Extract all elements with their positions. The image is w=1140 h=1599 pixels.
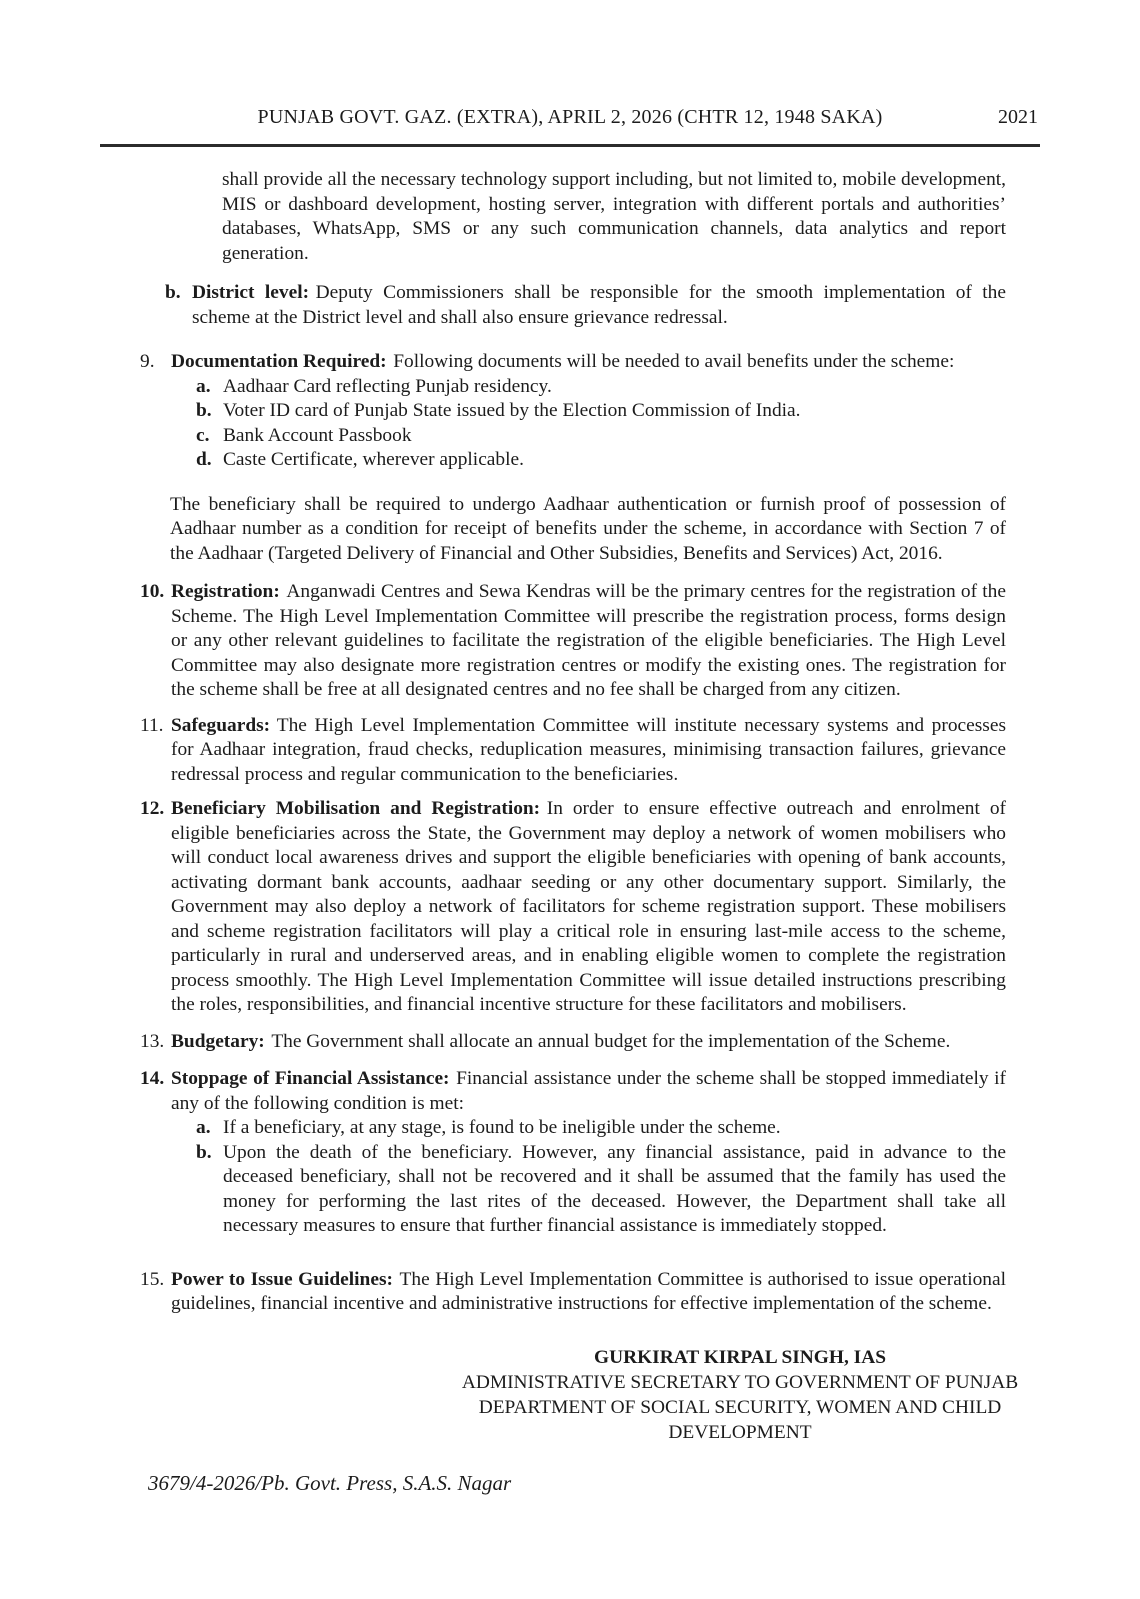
list-item-9-documentation xyxy=(140,350,1006,473)
sub-item-text: District level: Deputy Commissioners shall be responsible for the smooth implementation of the scheme at the District level and shall also ensure grievance redressal. xyxy=(192,282,1006,328)
aadhaar-authentication-paragraph: The beneficiary shall be required to undergo Aadhaar authentication or furnish proof of possession of Aadhaar number as a condition for receipt of benefits under the scheme, in accordance with Section 7 of the Aadhaar (Targeted Delivery of Financial and Other Subsidies, Benefits and Services) Act, 2016. xyxy=(170,493,1006,564)
item-number: 15. xyxy=(140,1268,165,1290)
item-content xyxy=(171,350,1006,473)
item-title: Beneficiary Mobilisation and Registration: xyxy=(171,798,541,819)
item-title: Budgetary: xyxy=(171,1030,265,1052)
running-title: PUNJAB GOVT. GAZ. (EXTRA), APRIL 2, 2026 (CHTR 12, 1948 SAKA) xyxy=(257,106,883,128)
page-header xyxy=(100,106,1040,129)
item-content: Power to Issue Guidelines: The High Level Implementation Committee is authorised to issue operational guidelines, financial incentive and administrative instructions for effective implementation of the scheme. xyxy=(171,1268,1006,1314)
doc-list-item: a. Aadhaar Card reflecting Punjab residency. xyxy=(196,375,552,397)
list-item-15-power-to-issue-guidelines xyxy=(140,1268,1006,1317)
header-rule xyxy=(100,144,1040,147)
item-content: Safeguards: The High Level Implementation Committee will institute necessary systems and processes for Aadhaar integration, fraud checks, reduplication measures, minimising transaction failures, grievance redressal process and regular communication to the beneficiaries. xyxy=(171,714,1006,785)
item-number: 11. xyxy=(140,714,164,736)
list-item-14-stoppage xyxy=(140,1067,1006,1239)
item-title: Safeguards: xyxy=(171,714,271,736)
list-item-11-safeguards xyxy=(140,714,1006,788)
item-content: Beneficiary Mobilisation and Registration: In order to ensure effective outreach and enrolment of eligible beneficiaries across the State, the Government may deploy a network of women mobilisers who will conduct local awareness drives and support the eligible beneficiaries with opening of bank accounts, activating dormant bank accounts, aadhaar seeding or any other documentary support. Similarly, the Government may also deploy a network of facilitators for scheme registration support. These mobilisers and scheme registration facilitators will play a critical role in ensuring last-mile access to the scheme, particularly in rural and underserved areas, and in enabling eligible women to complete the registration process smoothly. The High Level Implementation Committee will issue detailed instructions prescribing the roles, responsibilities, and financial incentive structure for these facilitators and mobilisers. xyxy=(171,798,1006,1015)
sub-item-title: District level: xyxy=(192,282,310,303)
signature-block xyxy=(450,1345,1030,1445)
item-number: 10. xyxy=(140,581,165,602)
document-body xyxy=(140,168,1019,1495)
continuation-paragraph: shall provide all the necessary technology support including, but not limited to, mobile development, MIS or dashboard development, hosting server, integration with different portals and authorities’ databases, WhatsApp, SMS or any such communication channels, data analytics and report generation. xyxy=(222,169,1006,264)
page-number: 2021 xyxy=(998,106,1038,128)
item-number: 12. xyxy=(140,798,165,819)
item-number: 9. xyxy=(140,351,155,372)
signatory-department-line: DEPARTMENT OF SOCIAL SECURITY, WOMEN AND CHILD xyxy=(478,1396,1002,1418)
item-title: Stoppage of Financial Assistance: xyxy=(171,1068,450,1089)
item-intro: Documentation Required: Following documents will be needed to avail benefits under the scheme: xyxy=(171,351,955,372)
signatory-designation-line: ADMINISTRATIVE SECRETARY TO GOVERNMENT OF PUNJAB xyxy=(461,1371,1019,1393)
doc-list-item: b. Voter ID card of Punjab State issued by the Election Commission of India. xyxy=(196,400,801,421)
doc-list-item: c. Bank Account Passbook xyxy=(196,424,412,446)
doc-list-item: d. Caste Certificate, wherever applicable. xyxy=(196,449,524,470)
condition-list-item: b. Upon the death of the beneficiary. However, any financial assistance, paid in advance to the deceased beneficiary, shall not be recovered and it shall be assumed that the family has used the money for performing the last rites of the deceased. However, the Department shall take all necessary measures to ensure that further financial assistance is immediately stopped. xyxy=(196,1141,1006,1236)
condition-list-item: a. If a beneficiary, at any stage, is found to be ineligible under the scheme. xyxy=(196,1117,781,1138)
item-content xyxy=(171,1067,1006,1239)
list-item-10-registration xyxy=(140,580,1006,703)
signatory-department-line: DEVELOPMENT xyxy=(668,1421,812,1443)
item-title: Documentation Required: xyxy=(171,351,387,372)
item-number: 14. xyxy=(140,1068,165,1089)
item-intro: Stoppage of Financial Assistance: Financial assistance under the scheme shall be stopped immediately if any of the following condition is met: xyxy=(171,1068,1006,1114)
item-content: Budgetary: The Government shall allocate an annual budget for the implementation of the Scheme. xyxy=(171,1030,951,1052)
list-item-13-budgetary xyxy=(140,1030,1006,1055)
sub-item-district-level xyxy=(165,281,1006,330)
sub-item-label: b. xyxy=(165,282,181,303)
press-imprint: 3679/4-2026/Pb. Govt. Press, S.A.S. Nagar xyxy=(148,1470,512,1495)
signatory-name: GURKIRAT KIRPAL SINGH, IAS xyxy=(594,1346,886,1368)
item-content: Registration: Anganwadi Centres and Sewa Kendras will be the primary centres for the registration of the Scheme. The High Level Implementation Committee will prescribe the registration process, forms design or any other relevant guidelines to facilitate the registration of the eligible beneficiaries. The High Level Committee may also designate more registration centres or modify the existing ones. The registration for the scheme shall be free at all designated centres and no fee shall be charged from any citizen. xyxy=(171,581,1006,700)
item-title: Registration: xyxy=(171,581,280,602)
list-item-12-beneficiary-mobilisation xyxy=(140,797,1006,1018)
item-title: Power to Issue Guidelines: xyxy=(171,1268,393,1290)
item-number: 13. xyxy=(140,1030,165,1052)
